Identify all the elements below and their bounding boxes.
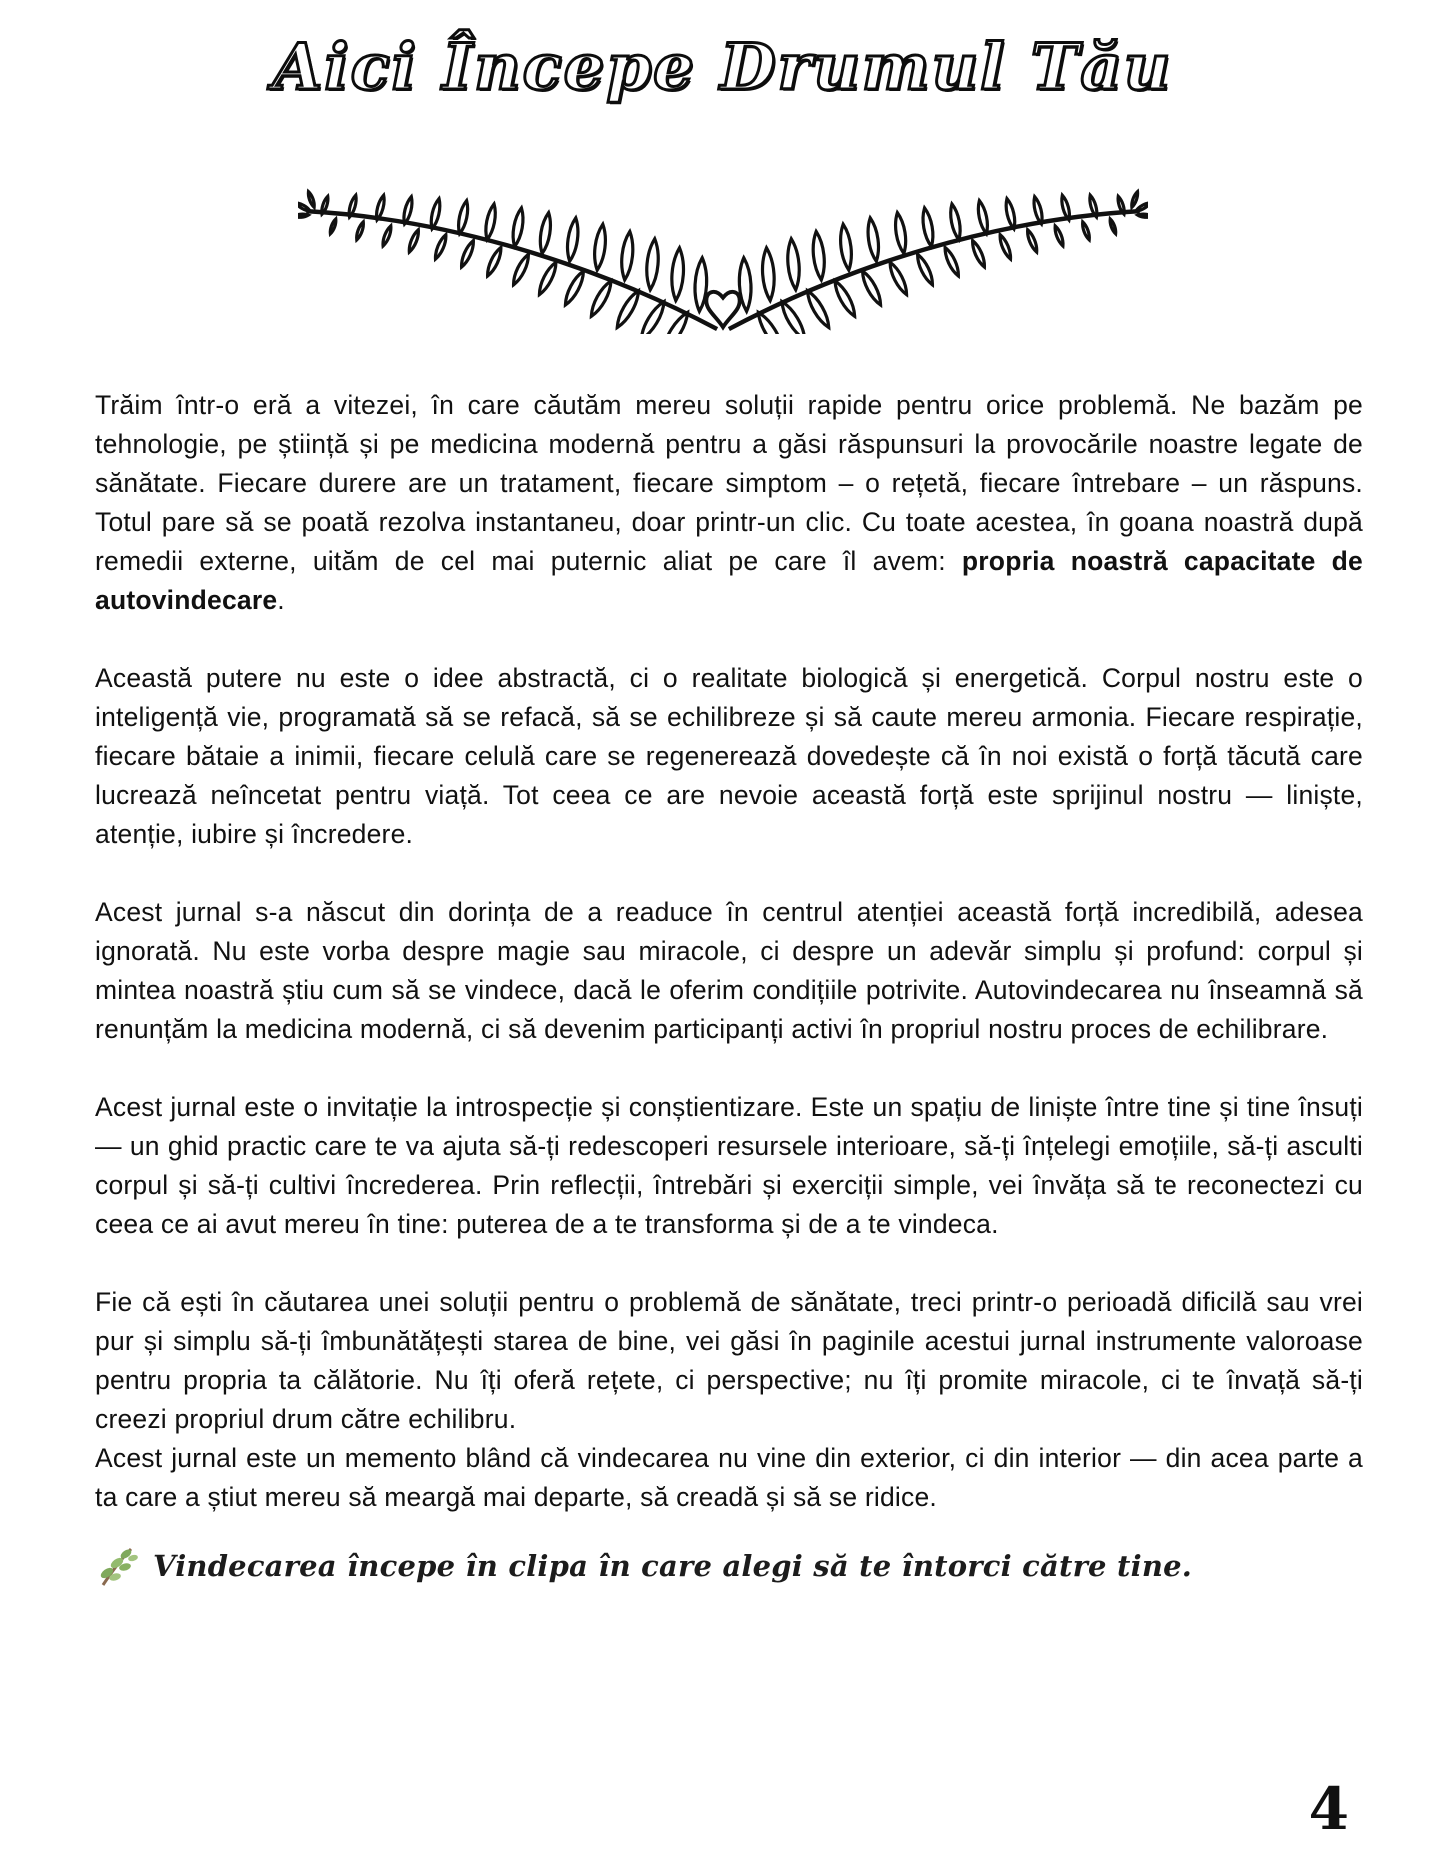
paragraph-text: Trăim într-o eră a vitezei, în care căutăm mereu soluții rapide pentru orice problemă. Ne bazăm pe tehnologie, pe știință și pe medicina modernă pentru a găsi răspunsuri la provocările noastre legate de sănătate. Fiecare durere are un tratament, fiecare simptom – o rețetă, fiecare întrebare – un răspuns. Totul pare să se poată rezolva instantaneu, doar printr-un clic. Cu toate acestea, în goana noastră după remedii externe, uităm de cel mai puternic aliat pe care îl avem: [95,390,1363,576]
body-paragraph-2: Această putere nu este o idee abstractă, ci o realitate biologică și energetică. Corpul nostru este o inteligență vie, programată să se refacă, să se echilibreze și să caute mereu armonia. Fiecare respirație, fiecare bătaie a inimii, fiecare celulă care se regenerează dovedește că în noi există o forță tăcută care lucrează neîncetat pentru viață. Tot ceea ce are nevoie această forță este sprijinul nostru — liniște, atenție, iubire și încredere. [95,663,1363,849]
laurel-branch-left [298,191,717,334]
page-number: 4 [1308,1775,1349,1843]
closing-quote [95,1543,1363,1589]
laurel-branch-right [728,191,1147,334]
quote-text: Vindecarea începe în clipa în care alegi să te întorci către tine. [153,1548,1193,1583]
paragraph-bold-text: propria noastră capacitate de autovindecare [95,546,1363,615]
heart-icon [706,292,739,327]
leaf-branch-icon [95,1543,139,1589]
page-title: Aici Începe Drumul Tău [272,30,1173,105]
body-paragraph-3: Acest jurnal s-a născut din dorința de a readuce în centrul atenției această forță incredibilă, adesea ignorată. Nu este vorba despre magie sau miracole, ci despre un adevăr simplu și profund: corpul și mintea noastră știu cum să se vindece, dacă le oferim condițiile potrivite. Autovindecarea nu înseamnă să renunțăm la medicina modernă, ci să devenim participanți activi în propriul nostru proces de echilibrare. [95,897,1363,1044]
body-paragraph-5: Fie că ești în căutarea unei soluții pentru o problemă de sănătate, treci printr-o perioadă dificilă sau vrei pur și simplu să-ți îmbunătățești starea de bine, vei găsi în paginile acestui jurnal instrumente valoroase pentru propria ta călătorie. Nu îți oferă rețete, ci perspective; nu îți promite miracole, ci te învață să-ți creezi propriul drum către echilibru. [95,1287,1363,1434]
paragraph-text: . [277,585,285,615]
body-paragraph-1 [95,386,1363,620]
body-paragraph-6: Acest jurnal este un memento blând că vindecarea nu vine din exterior, ci din interior — din acea parte a ta care a știut mereu să meargă mai departe, să creadă și să se ridice. [95,1443,1363,1512]
laurel-decoration [298,162,1148,334]
body-text [95,386,1363,1589]
body-paragraph-4: Acest jurnal este o invitație la introspecție și conștientizare. Este un spațiu de liniște între tine și tine însuți — un ghid practic care te va ajuta să-ți redescoperi resursele interioare, să-ți înțelegi emoțiile, să-ți asculti corpul și să-ți cultivi încrederea. Prin reflecții, întrebări și exerciții simple, vei învăța să te reconectezi cu ceea ce ai avut mereu în tine: puterea de a te transforma și de a te vindeca. [95,1092,1363,1239]
